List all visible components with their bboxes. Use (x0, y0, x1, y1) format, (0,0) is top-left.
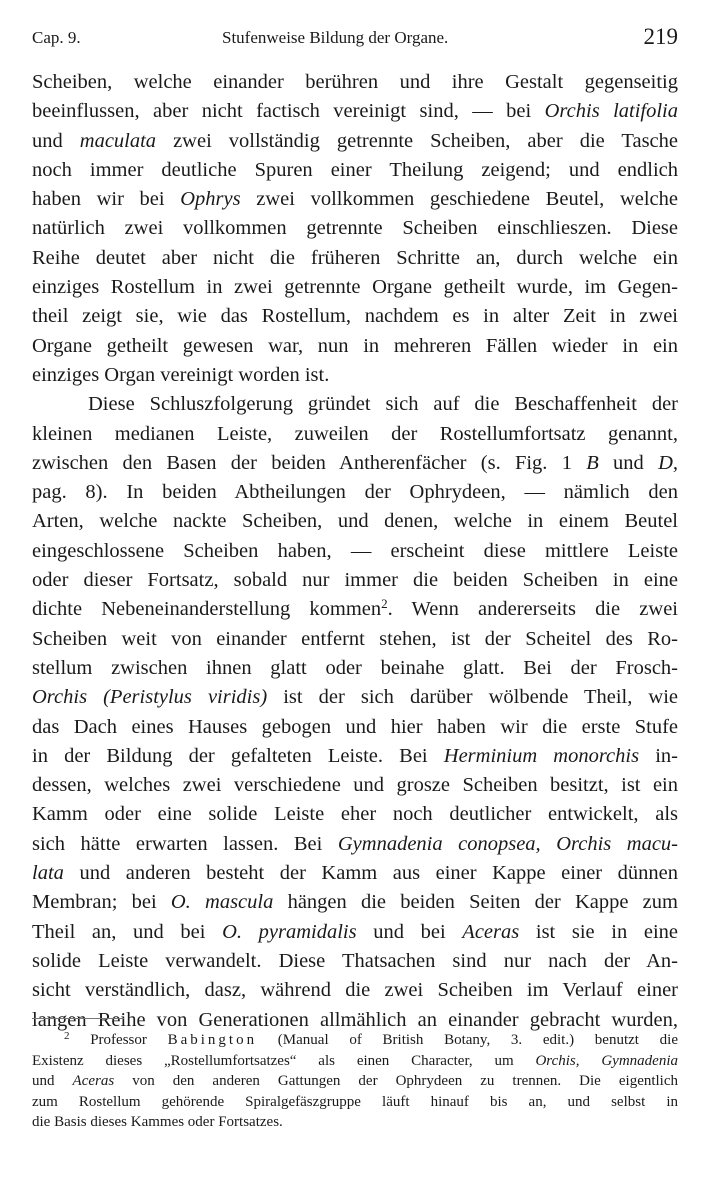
text-line: sich hätte erwarten lassen. Bei Gymnadenia conopsea, Orchis macu- (32, 832, 678, 855)
footnote-line: $^2$ Professor Babington (Manual of British Botany, 3. edit.) benutzt die (64, 1030, 678, 1048)
text-line: langen Reihe von Generationen allmählich an einander gebracht wurden, (32, 1008, 678, 1031)
text-line: Scheiben weit von einander entfernt stehen, ist der Scheitel des Ro- (32, 627, 678, 650)
text-line: Membran; bei O. mascula hängen die beiden Seiten der Kappe zum (32, 891, 678, 914)
page-number: 219 (643, 24, 678, 49)
text-line: das Dach eines Hauses gebogen und hier haben wir die erste Stufe (32, 715, 678, 738)
text-line: lata und anderen besteht der Kamm aus einer Kappe einer dünnen (32, 862, 678, 885)
text-line: oder dieser Fortsatz, sobald nur immer die beiden Scheiben in eine (32, 569, 678, 592)
text-line: eingeschlossene Scheiben haben, — erscheint diese mittlere Leiste (32, 539, 678, 562)
footnote (32, 1030, 678, 1133)
footnote-ref: 2 (381, 596, 388, 612)
running-header (32, 22, 678, 56)
main-text (32, 68, 678, 1035)
text-line: Diese Schluszfolgerung gründet sich auf die Beschaffenheit der (88, 393, 678, 416)
text-line: in der Bildung der gefalteten Leiste. Bei Herminium monorchis in- (32, 744, 678, 767)
text-line: kleinen medianen Leiste, zuweilen der Rostellumfortsatz genannt, (32, 422, 678, 445)
text-line: sicht verständlich, dasz, während die zwei Scheiben im Verlauf einer (32, 979, 678, 1002)
text-line: Kamm oder eine solide Leiste eher noch deutlicher entwickelt, als (32, 803, 678, 826)
footnote-line: zum Rostellum gehörende Spiralgefäszgruppe läuft hinauf bis an, und selbst in (32, 1093, 678, 1110)
text-line: zwischen den Basen der beiden Antherenfächer (s. Fig. 1 B und D, (32, 451, 678, 474)
text-line: stellum zwischen ihnen glatt oder beinahe glatt. Bei der Frosch- (32, 656, 678, 679)
text-line: Scheiben, welche einander berühren und ihre Gestalt gegenseitig (32, 71, 678, 93)
footnote-line: die Basis dieses Kammes oder Fortsatzes. (32, 1114, 283, 1131)
text-line: haben wir bei Ophrys zwei vollkommen geschiedene Beutel, welche (32, 188, 678, 211)
text-line: natürlich zwei vollkommen getrennte Scheiben einschlieszen. Diese (32, 217, 678, 240)
text-line: Theil an, und bei O. pyramidalis und bei Aceras ist sie in eine (32, 920, 679, 943)
footnote-line: Existenz dieses „Rostellumfortsatzes“ als einen Character, um Orchis, Gymnadenia (32, 1052, 678, 1069)
text-line: und maculata zwei vollständig getrennte Scheiben, aber die Tasche (32, 129, 679, 152)
text-line: einziges Organ vereinigt worden ist. (32, 363, 330, 386)
footnote-marker: 2 (64, 1030, 70, 1042)
text-line: pag. 8). In beiden Abtheilungen der Ophrydeen, — nämlich den (32, 481, 678, 504)
text-line: Organe getheilt gewesen war, nun in mehreren Fällen wieder in ein (32, 334, 678, 357)
text-line: theil zeigt sie, wie das Rostellum, nachdem es in alter Zeit in zwei (32, 305, 678, 328)
running-title: Stufenweise Bildung der Organe. (222, 28, 449, 47)
text-line: beeinflussen, aber nicht factisch vereinigt sind, — bei Orchis latifolia (32, 100, 679, 123)
text-line: Arten, welche nackte Scheiben, und denen, welche in einem Beutel (32, 510, 678, 533)
text-line: noch immer deutliche Spuren einer Theilung zeigend; und endlich (32, 158, 678, 181)
text-line: Orchis (Peristylus viridis) ist der sich darüber wölbende Theil, wie (32, 686, 679, 709)
chapter-label: Cap. 9. (32, 28, 81, 47)
text-line: solide Leiste verwandelt. Diese Thatsachen sind nur nach der An- (32, 949, 678, 972)
footnote-line: und Aceras von den anderen Gattungen der Ophrydeen zu trennen. Die eigentlich (32, 1073, 679, 1090)
footnote-divider (32, 1018, 124, 1019)
text-line: dichte Nebeneinanderstellung kommen$^2$. Wenn andererseits die zwei (32, 596, 678, 621)
text-line: dessen, welches zwei verschiedene und grosze Scheiben besitzt, ist ein (32, 774, 678, 797)
text-line: Reihe deutet aber nicht die früheren Schritte an, durch welche ein (32, 246, 678, 269)
text-line: einziges Rostellum in zwei getrennte Organe getheilt wurde, im Gegen- (32, 276, 678, 299)
